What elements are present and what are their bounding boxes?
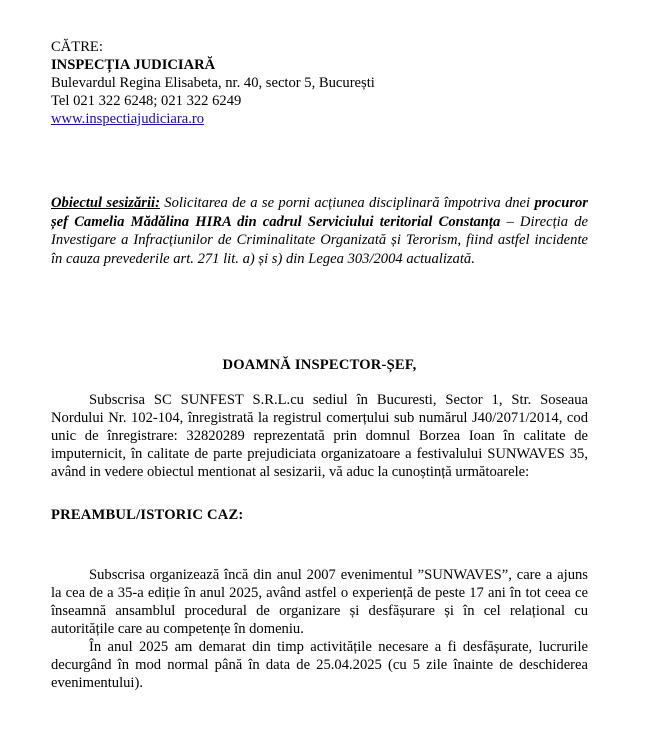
subject-paragraph — [51, 194, 588, 268]
recipient-to-label: CĂTRE: — [51, 39, 103, 55]
section-title: PREAMBUL/ISTORIC CAZ: — [51, 507, 244, 523]
recipient-block — [51, 38, 588, 128]
recipient-name: INSPECȚIA JUDICIARĂ — [51, 57, 216, 73]
subject-text-1: Solicitarea de a se porni acțiunea disciplinară împotriva dnei — [159, 195, 535, 211]
subject-label: Obiectul sesizării: — [51, 195, 160, 211]
salutation: DOAMNĂ INSPECTOR-ȘEF, — [222, 357, 417, 373]
subject-text-2: – Direcția de Investigare a Infracțiunilor de Criminalitate Organizată și Terorism, fiind astfel incidente în cauza prevederile art. 271 lit. a) și s) din Legea 303/2004 actualizată. — [51, 213, 588, 267]
recipient-address: Bulevardul Regina Elisabeta, nr. 40, sector 5, București — [51, 75, 375, 91]
recipient-website-link[interactable]: www.inspectiajudiciara.ro — [51, 111, 205, 127]
recipient-phone: Tel 021 322 6248; 021 322 6249 — [51, 93, 242, 109]
subject-target: procuror șef Camelia Mădălina HIRA din cadrul Serviciului teritorial Constanța — [51, 195, 588, 230]
document-page — [51, 38, 588, 692]
history-paragraph-2: În anul 2025 am demarat din timp activitățile necesare a fi desfășurate, lucrurile decurgând în mod normal până în data de 25.04.2025 (cu 5 zile înainte de deschiderea evenimentului). — [51, 639, 588, 691]
history-paragraph-1: Subscrisa organizează încă din anul 2007 evenimentul ”SUNWAVES”, care a ajuns la cea de a 35-a ediție în anul 2025, având astfel o experiență de peste 17 ani în tot ceea ce înseamnă ansamblul procedural de organizare și desfășurare și în cel relațional cu autoritățile care au competențe în domeniu. — [51, 567, 588, 637]
intro-paragraph: Subscrisa SC SUNFEST S.R.L.cu sediul în Bucuresti, Sector 1, Str. Soseaua Nordului Nr. 102-104, înregistrată la registrul comerțului sub numărul J40/2071/2014, cod unic de înregistrare: 32820289 reprezentată prin domnul Borzea Ioan în calitate de imputernicit, în calitate de parte prejudiciata organizatoare a festivalului SUNWAVES 35, având in vedere obiectul mentionat al sesizarii, vă aduc la cunoștință următoarele: — [51, 392, 588, 480]
